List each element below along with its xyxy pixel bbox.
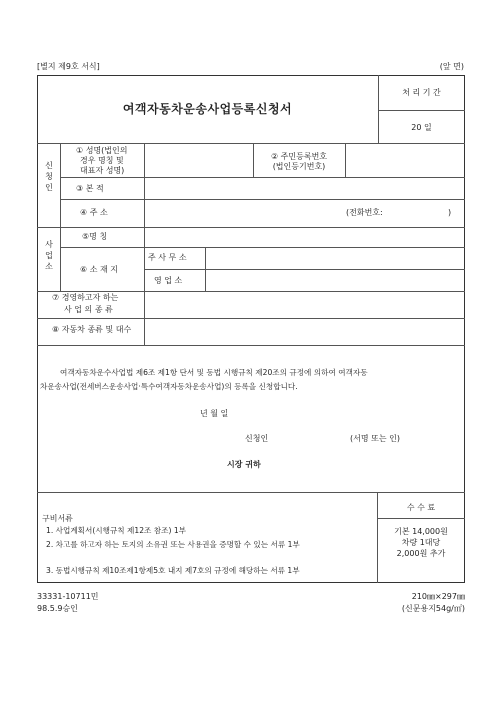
document-item-2: 2. 차고를 하고자 하는 토지의 소유권 또는 사용권을 증명할 수 있는 서류 1부 xyxy=(46,540,300,549)
statement-line1: 여객자동차운수사업법 제6조 제1항 단서 및 동법 시행규칙 제20조의 규정에 의하여 여객자동 xyxy=(60,368,368,377)
form-code: 33331-10711민 xyxy=(37,592,99,601)
approval-date: 98.5.9승인 xyxy=(37,604,78,613)
address-label: ④ 주 소 xyxy=(80,208,108,217)
phone-close: ) xyxy=(448,208,452,217)
origin-label: ③ 본 적 xyxy=(76,184,104,193)
branch-office-label: 영 업 소 xyxy=(154,276,183,285)
paper-spec: (신문용지54g/㎡) xyxy=(401,604,465,613)
fee-line1: 기본 14,000원 xyxy=(394,527,448,536)
business-name-label: ⑤명 칭 xyxy=(82,232,108,241)
name-label-line1: ① 성명(법인의 xyxy=(76,146,128,155)
business-section-label: 사업소 xyxy=(45,240,53,271)
paper-size: 210㎜×297㎜ xyxy=(411,592,465,601)
business-type-label-line2: 사 업 의 종 류 xyxy=(64,305,113,314)
page-side-label: (앞 면) xyxy=(439,62,464,71)
vehicle-label: ⑧ 자동차 종류 및 대수 xyxy=(52,325,132,334)
phone-label: (전화번호: xyxy=(346,208,383,217)
name-label-line3: 대표자 성명) xyxy=(80,166,125,175)
processing-period-label: 처 리 기 간 xyxy=(402,88,441,97)
form-title: 여객자동차운송사업등록신청서 xyxy=(122,102,293,116)
location-label: ⑥ 소 재 지 xyxy=(80,265,118,274)
reg-no-label-line2: (법인등기번호) xyxy=(272,162,326,171)
processing-period-value: 20 일 xyxy=(411,123,432,132)
reg-no-label-line1: ② 주민등록번호 xyxy=(270,152,328,161)
applicant-section-label: 신청인 xyxy=(45,161,53,192)
document-item-1: 1. 사업계획서(시행규칙 제12조 참조) 1부 xyxy=(46,526,187,535)
name-label-line2: 경우 명칭 및 xyxy=(80,156,124,165)
fee-line2: 차량 1대당 xyxy=(401,538,441,547)
document-item-3: 3. 동법시행규칙 제10조제1항제5호 내지 제7호의 규정에 해당하는 서류 1부 xyxy=(46,566,300,575)
signer-label: 신청인 xyxy=(245,434,269,443)
fee-label: 수 수 료 xyxy=(406,503,436,512)
signer-note: (서명 또는 인) xyxy=(350,434,400,443)
head-office-label: 주 사 무 소 xyxy=(148,253,187,262)
documents-title: 구비서류 xyxy=(42,514,73,523)
date-line: 년 월 일 xyxy=(200,409,229,418)
business-type-label-line1: ⑦ 경영하고자 하는 xyxy=(52,293,119,302)
addressee: 시장 귀하 xyxy=(227,460,261,469)
fee-line3: 2,000원 추가 xyxy=(396,549,446,558)
statement-line2: 차운송사업(전세버스운송사업·특수여객자동차운송사업)의 등록을 신청합니다. xyxy=(40,382,298,391)
form-number: [별지 제9호 서식] xyxy=(37,62,100,71)
